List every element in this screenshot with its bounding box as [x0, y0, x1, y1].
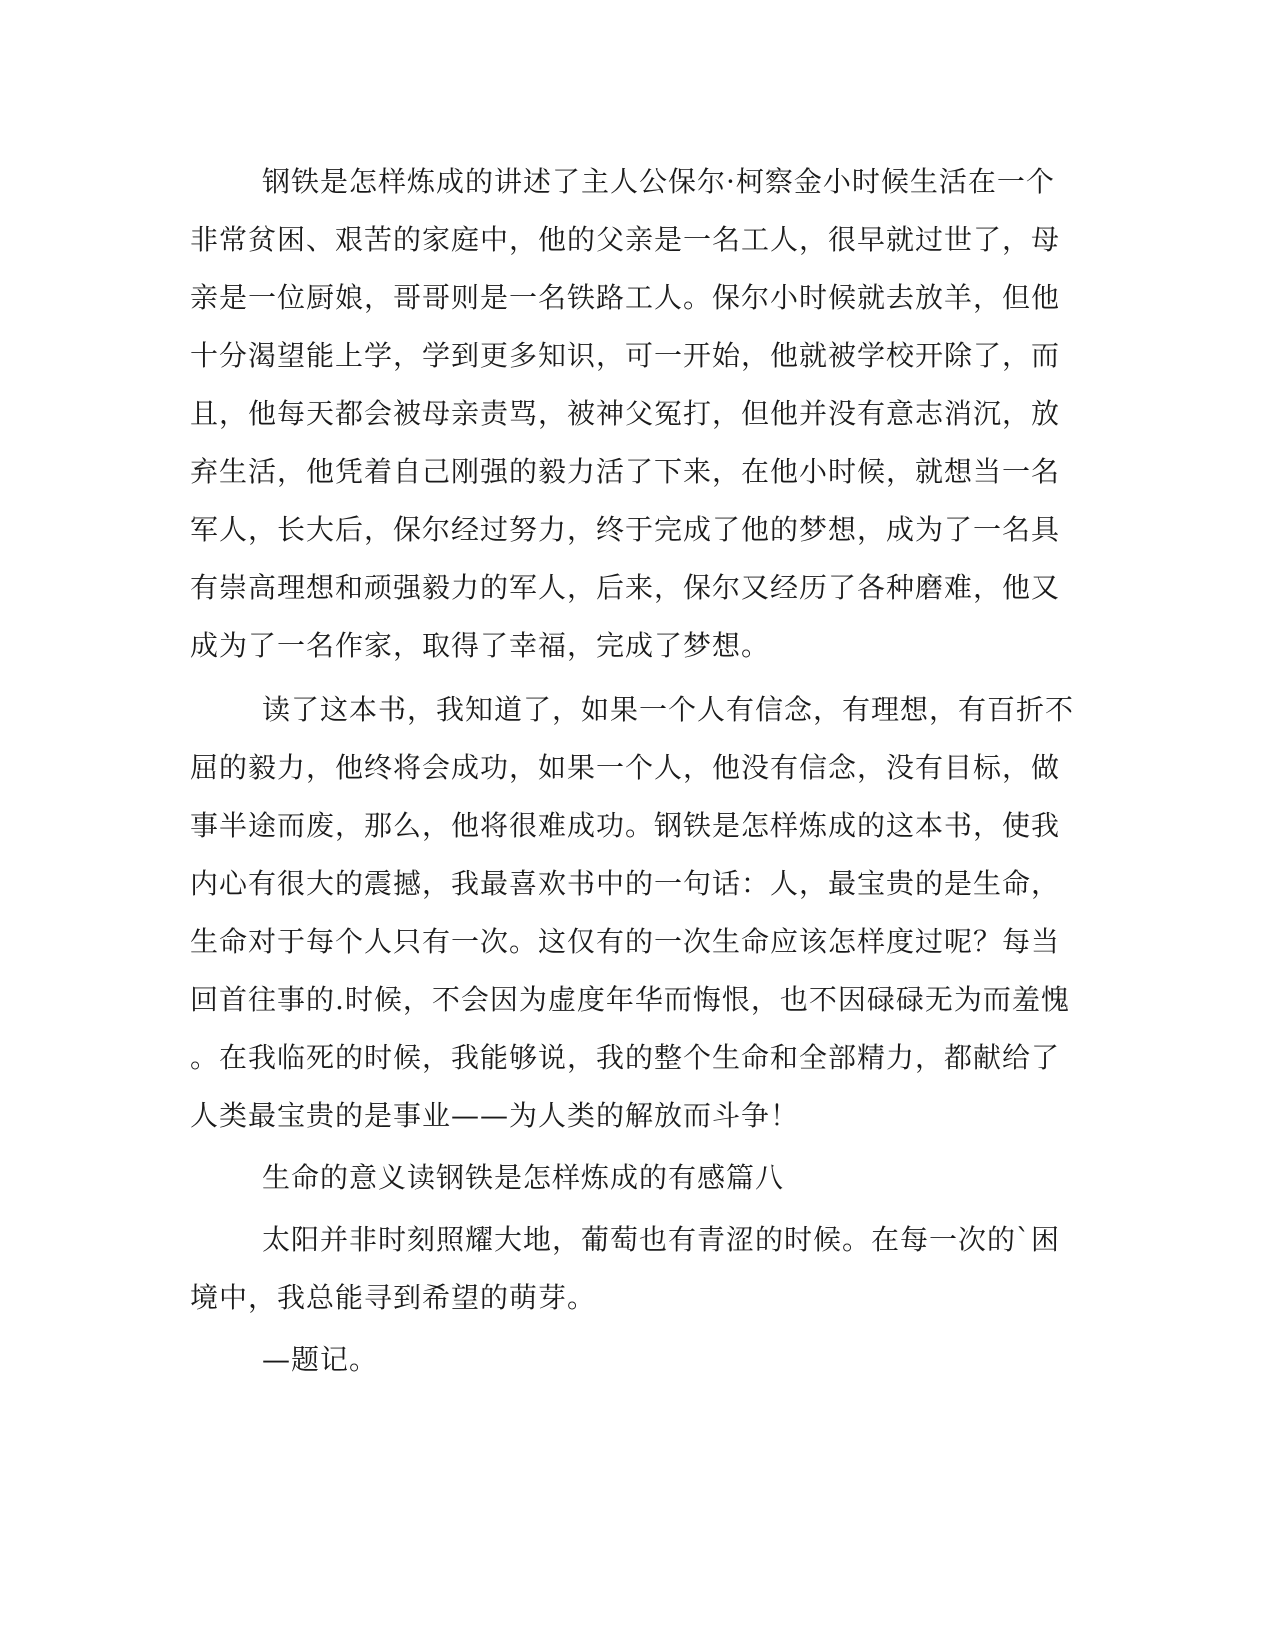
paragraph-2-line-6: 回首往事的.时候，不会因为虚度年华而悔恨，也不因碌碌无为而羞愧	[190, 983, 1070, 1016]
paragraph-1-line-4: 十分渴望能上学，学到更多知识，可一开始，他就被学校开除了，而	[190, 339, 1061, 372]
paragraph-1-line-2: 非常贫困、艰苦的家庭中，他的父亲是一名工人，很早就过世了，母	[190, 223, 1061, 256]
paragraph-2-line-5: 生命对于每个人只有一次。这仅有的一次生命应该怎样度过呢？每当	[190, 925, 1061, 958]
paragraph-2-line-4: 内心有很大的震撼，我最喜欢书中的一句话：人，最宝贵的是生命，	[190, 867, 1061, 900]
paragraph-2-line-1: 读了这本书，我知道了，如果一个人有信念，有理想，有百折不	[262, 693, 1075, 726]
paragraph-2-line-7: 。在我临死的时候，我能够说，我的整个生命和全部精力，都献给了	[190, 1041, 1061, 1074]
paragraph-1-line-5: 且，他每天都会被母亲责骂，被神父冤打，但他并没有意志消沉，放	[190, 397, 1061, 430]
paragraph-1-line-1: 钢铁是怎样炼成的讲述了主人公保尔·柯察金小时候生活在一个	[262, 165, 1055, 198]
section-title: 生命的意义读钢铁是怎样炼成的有感篇八	[262, 1161, 785, 1194]
paragraph-1-line-9: 成为了一名作家，取得了幸福，完成了梦想。	[190, 629, 771, 662]
paragraph-1-line-7: 军人，长大后，保尔经过努力，终于完成了他的梦想，成为了一名具	[190, 513, 1061, 546]
paragraph-1-line-6: 弃生活，他凭着自己刚强的毅力活了下来，在他小时候，就想当一名	[190, 455, 1061, 488]
paragraph-1-line-3: 亲是一位厨娘，哥哥则是一名铁路工人。保尔小时候就去放羊，但他	[190, 281, 1061, 314]
paragraph-2-line-2: 屈的毅力，他终将会成功，如果一个人，他没有信念，没有目标，做	[190, 751, 1061, 784]
paragraph-2-line-8: 人类最宝贵的是事业——为人类的解放而斗争！	[190, 1099, 800, 1132]
paragraph-3-line-2: 境中，我总能寻到希望的萌芽。	[190, 1281, 597, 1314]
epigraph-note: —题记。	[262, 1343, 379, 1376]
paragraph-2-line-3: 事半途而废，那么，他将很难成功。钢铁是怎样炼成的这本书，使我	[190, 809, 1061, 842]
paragraph-3-line-1: 太阳并非时刻照耀大地，葡萄也有青涩的时候。在每一次的`困	[262, 1223, 1061, 1256]
paragraph-1-line-8: 有崇高理想和顽强毅力的军人，后来，保尔又经历了各种磨难，他又	[190, 571, 1061, 604]
